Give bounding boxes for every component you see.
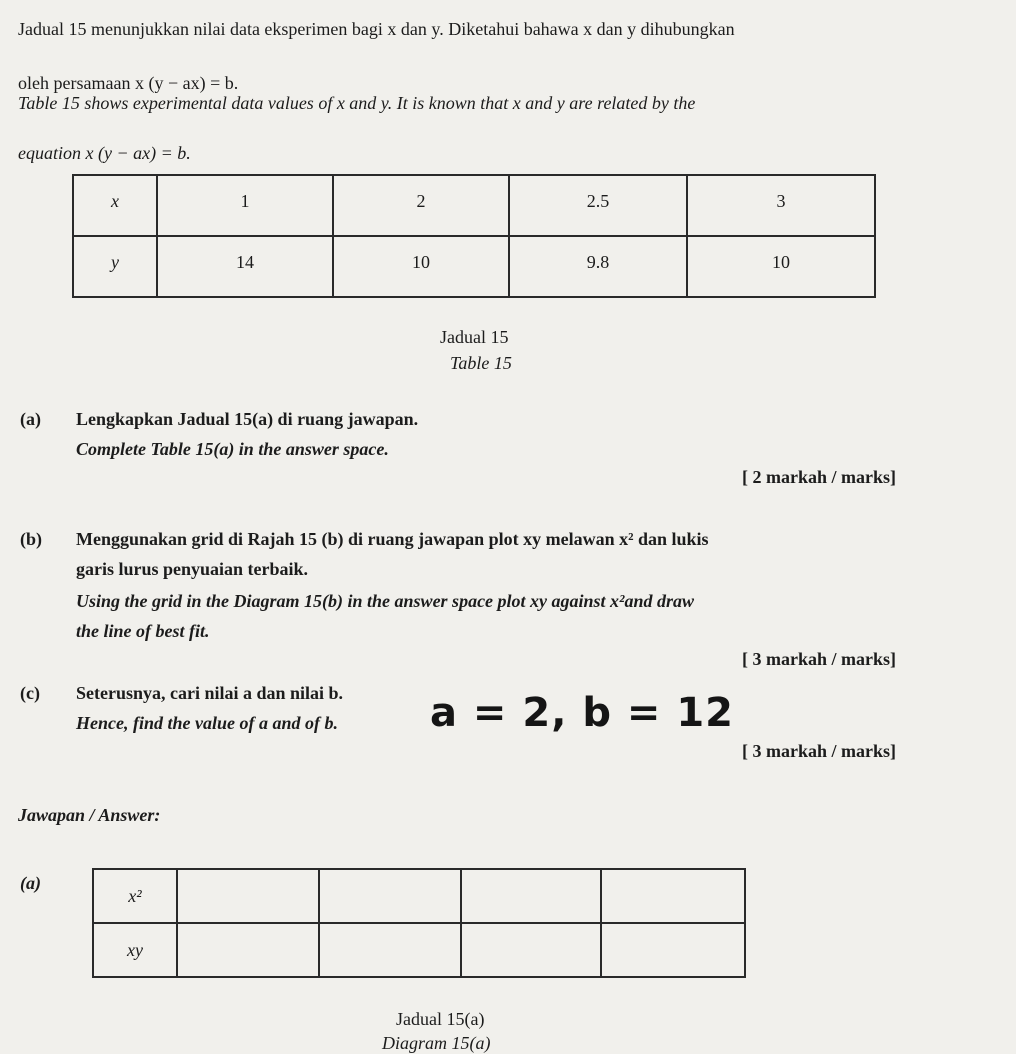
part-b-label: (b) — [20, 529, 42, 549]
part-b-ms-line1: Menggunakan grid di Rajah 15 (b) di ruang jawapan plot xy melawan x² dan lukis — [76, 529, 709, 549]
part-a-en: Complete Table 15(a) in the answer space. — [76, 439, 389, 459]
table-cell: 2 — [333, 175, 509, 236]
answer-blank-cell[interactable] — [461, 869, 601, 923]
table-header-x: x — [73, 175, 157, 236]
part-c-label: (c) — [20, 683, 40, 703]
part-a-label: (a) — [20, 409, 41, 429]
answer-blank-cell[interactable] — [461, 923, 601, 977]
table-row-x-squared — [93, 869, 745, 923]
part-b-en-line2: the line of best fit. — [76, 621, 210, 641]
intro-ms-line1: Jadual 15 menunjukkan nilai data eksperimen bagi x dan y. Diketahui bahawa x dan y dihubungkan — [18, 19, 735, 39]
table-row-x — [73, 175, 875, 236]
part-c-ms: Seterusnya, cari nilai a dan nilai b. — [76, 683, 344, 703]
table-cell: 1 — [157, 175, 333, 236]
answer-blank-cell[interactable] — [319, 869, 461, 923]
part-a-marks: [ 2 markah / marks] — [742, 467, 896, 487]
table-row-y — [73, 236, 875, 297]
answer-blank-cell[interactable] — [177, 923, 319, 977]
answer-blank-cell[interactable] — [601, 923, 745, 977]
answer-part-a-label: (a) — [20, 873, 41, 893]
part-a-ms: Lengkapkan Jadual 15(a) di ruang jawapan. — [76, 409, 419, 429]
answer-table-15a — [92, 868, 746, 978]
data-table-15 — [72, 174, 876, 298]
part-c-en: Hence, find the value of a and of b. — [76, 713, 338, 733]
table-header-xy: xy — [93, 923, 177, 977]
table-cell: 2.5 — [509, 175, 687, 236]
answer-heading: Jawapan / Answer: — [18, 805, 161, 825]
table-caption-en: Table 15 — [450, 353, 512, 373]
table-header-x-squared: x² — [93, 869, 177, 923]
handwritten-answer: a = 2, b = 12 — [430, 690, 734, 736]
table-cell: 10 — [687, 236, 875, 297]
intro-ms-line2: oleh persamaan x (y − ax) = b. — [18, 73, 239, 93]
answer-caption-en: Diagram 15(a) — [382, 1033, 491, 1053]
intro-en-line2: equation x (y − ax) = b. — [18, 143, 191, 163]
intro-en-line1: Table 15 shows experimental data values of x and y. It is known that x and y are related by the — [18, 93, 696, 113]
part-b-ms-line2: garis lurus penyuaian terbaik. — [76, 559, 309, 579]
answer-blank-cell[interactable] — [319, 923, 461, 977]
table-row-xy — [93, 923, 745, 977]
answer-blank-cell[interactable] — [177, 869, 319, 923]
part-b-en-line1: Using the grid in the Diagram 15(b) in the answer space plot xy against x²and draw — [76, 591, 694, 611]
part-c-marks: [ 3 markah / marks] — [742, 741, 896, 761]
table-cell: 3 — [687, 175, 875, 236]
answer-blank-cell[interactable] — [601, 869, 745, 923]
table-caption-ms: Jadual 15 — [440, 327, 509, 347]
table-cell: 14 — [157, 236, 333, 297]
answer-caption-ms: Jadual 15(a) — [396, 1009, 485, 1029]
table-header-y: y — [73, 236, 157, 297]
table-cell: 9.8 — [509, 236, 687, 297]
part-b-marks: [ 3 markah / marks] — [742, 649, 896, 669]
table-cell: 10 — [333, 236, 509, 297]
